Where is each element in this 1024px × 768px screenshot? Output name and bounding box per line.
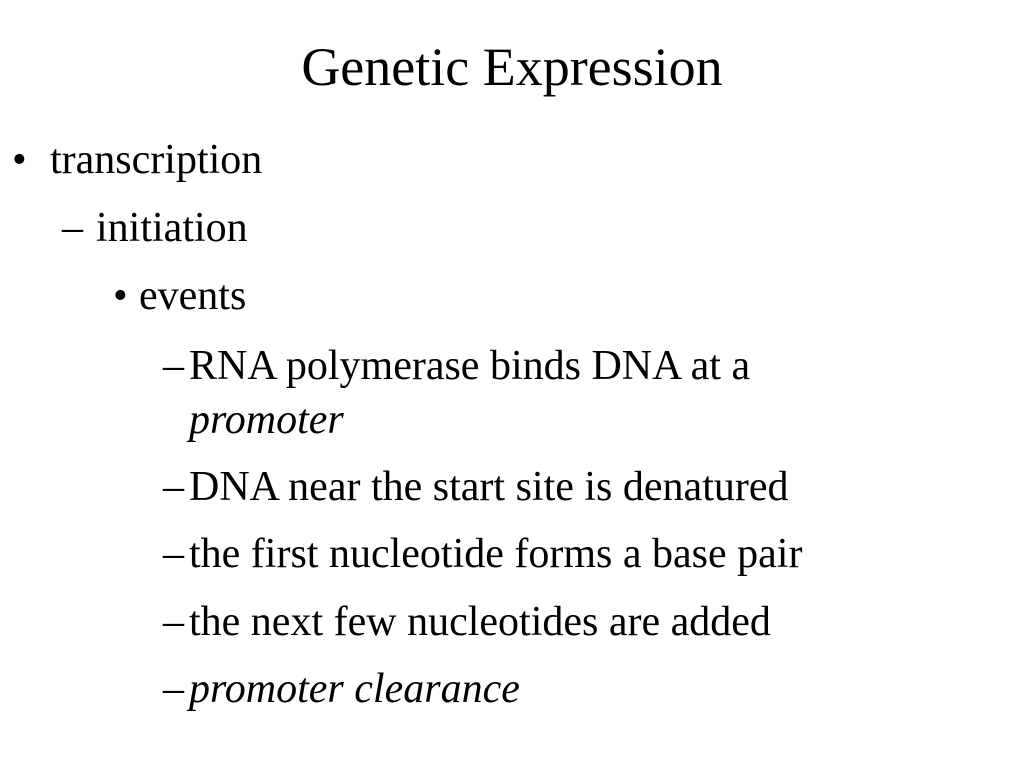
- bullet-marker: •: [113, 273, 128, 319]
- dash-marker: –: [163, 666, 184, 712]
- bullet-text: RNA polymerase binds DNA at a: [189, 343, 751, 389]
- dash-marker: –: [163, 599, 184, 645]
- dash-marker: –: [163, 464, 184, 510]
- bullet-text: the first nucleotide forms a base pair: [189, 531, 803, 577]
- bullet-text-italic: promoter: [189, 397, 344, 443]
- dash-marker: –: [163, 531, 184, 577]
- bullet-text: initiation: [96, 205, 248, 251]
- bullet-text: the next few nucleotides are added: [189, 599, 771, 645]
- bullet-text-italic: promoter clearance: [189, 666, 520, 712]
- bullet-text: events: [139, 273, 247, 319]
- slide-title: Genetic Expression: [301, 37, 723, 97]
- bullet-marker: •: [12, 137, 27, 183]
- bullet-text: DNA near the start site is denatured: [189, 464, 789, 510]
- dash-marker: –: [62, 205, 83, 251]
- bullet-text: transcription: [50, 137, 263, 183]
- dash-marker: –: [163, 343, 184, 389]
